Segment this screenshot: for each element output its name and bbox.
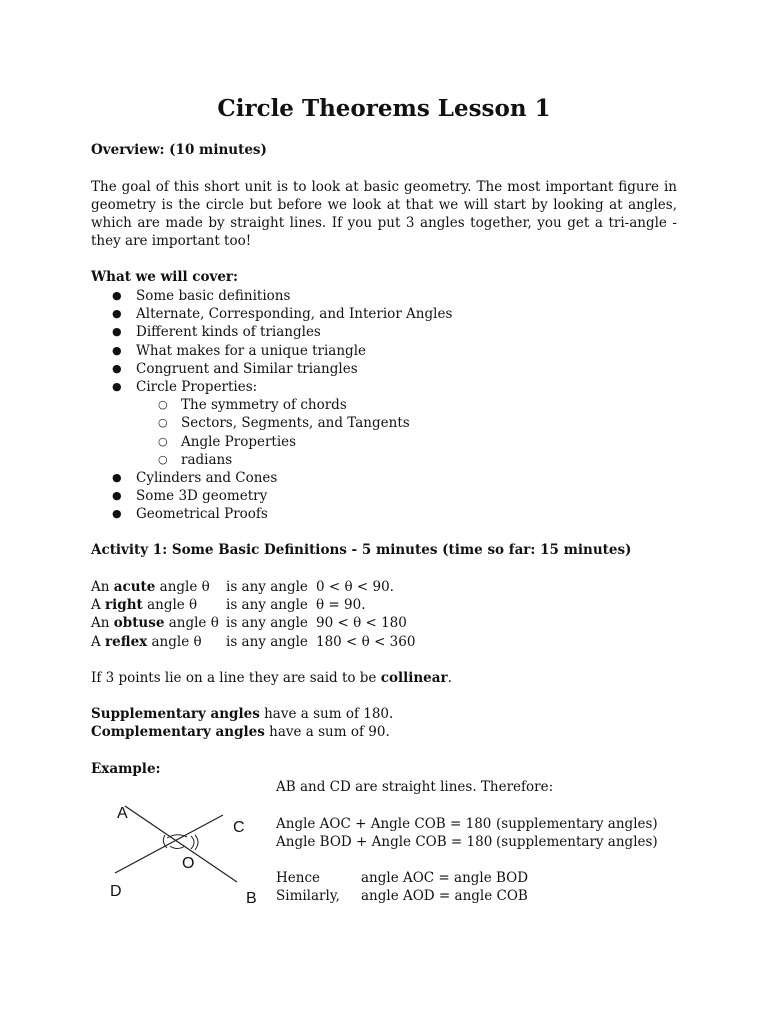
collinear-sentence: If 3 points lie on a line they are said to be collinear. — [91, 670, 452, 686]
example-equations — [276, 815, 676, 851]
example-heading: Example: — [91, 761, 161, 777]
line-cd — [115, 815, 223, 873]
angle-def-row: An acute angle θ is any angle 0 < θ < 90. — [91, 579, 394, 595]
list-item: ● Different kinds of triangles — [91, 323, 677, 341]
label-c: C — [233, 819, 245, 836]
angle-arc-right-outer — [195, 835, 198, 850]
sub-list-item: ○ radians — [91, 451, 677, 469]
list-item: ● Geometrical Proofs — [91, 505, 677, 523]
list-item: ● Cylinders and Cones — [91, 469, 677, 487]
supplementary-sentence: Supplementary angles have a sum of 180. — [91, 706, 394, 722]
cover-list — [91, 287, 677, 523]
label-d: D — [110, 883, 122, 900]
equation-row: Angle BOD + Angle COB = 180 (supplementary angles) — [276, 834, 658, 851]
line-ab — [125, 806, 237, 882]
sub-list-item: ○ The symmetry of chords — [91, 396, 677, 414]
list-item: ● Circle Properties: — [91, 378, 677, 396]
angle-arc-right — [191, 836, 194, 849]
label-b: B — [246, 890, 257, 907]
example-conclusions — [276, 869, 676, 905]
intersecting-lines-figure — [105, 800, 265, 910]
sub-list-item: ○ Angle Properties — [91, 433, 677, 451]
complementary-sentence: Complementary angles have a sum of 90. — [91, 724, 390, 740]
list-item: ● Some basic definitions — [91, 287, 677, 305]
overview-paragraph: The goal of this short unit is to look at basic geometry. The most important figure in geometry is the circle but before we look at that we will start by looking at angles, which are made by straight lines. If you put 3 angles together, you get a tri-angle - they are important too! — [91, 179, 677, 249]
equation-row: Angle AOC + Angle COB = 180 (supplementary angles) — [276, 816, 658, 832]
overview-heading: Overview: (10 minutes) — [91, 142, 267, 158]
cover-heading: What we will cover: — [91, 269, 239, 285]
sub-list-item: ○ Sectors, Segments, and Tangents — [91, 414, 677, 432]
page-title: Circle Theorems Lesson 1 — [217, 95, 551, 122]
activity-heading: Activity 1: Some Basic Definitions - 5 minutes (time so far: 15 minutes) — [91, 542, 632, 558]
list-item: ● What makes for a unique triangle — [91, 342, 677, 360]
angle-definitions — [91, 578, 677, 651]
list-item: ● Congruent and Similar triangles — [91, 360, 677, 378]
example-intro: AB and CD are straight lines. Therefore: — [276, 779, 554, 795]
angle-arc-bottom — [170, 846, 185, 849]
angle-def-row: A right angle θ is any angle θ = 90. — [91, 597, 366, 614]
conclusion-row: Hence angle AOC = angle BOD — [276, 870, 529, 886]
angle-def-row: A reflex angle θ is any angle 180 < θ < 360 — [91, 633, 416, 650]
label-o: O — [182, 855, 195, 872]
angle-def-row: An obtuse angle θ is any angle 90 < θ < 180 — [91, 615, 407, 632]
list-item: ● Some 3D geometry — [91, 487, 677, 505]
list-item: ● Alternate, Corresponding, and Interior Angles — [91, 305, 677, 323]
conclusion-row: Similarly, angle AOD = angle COB — [276, 888, 528, 905]
label-a: A — [117, 805, 128, 822]
